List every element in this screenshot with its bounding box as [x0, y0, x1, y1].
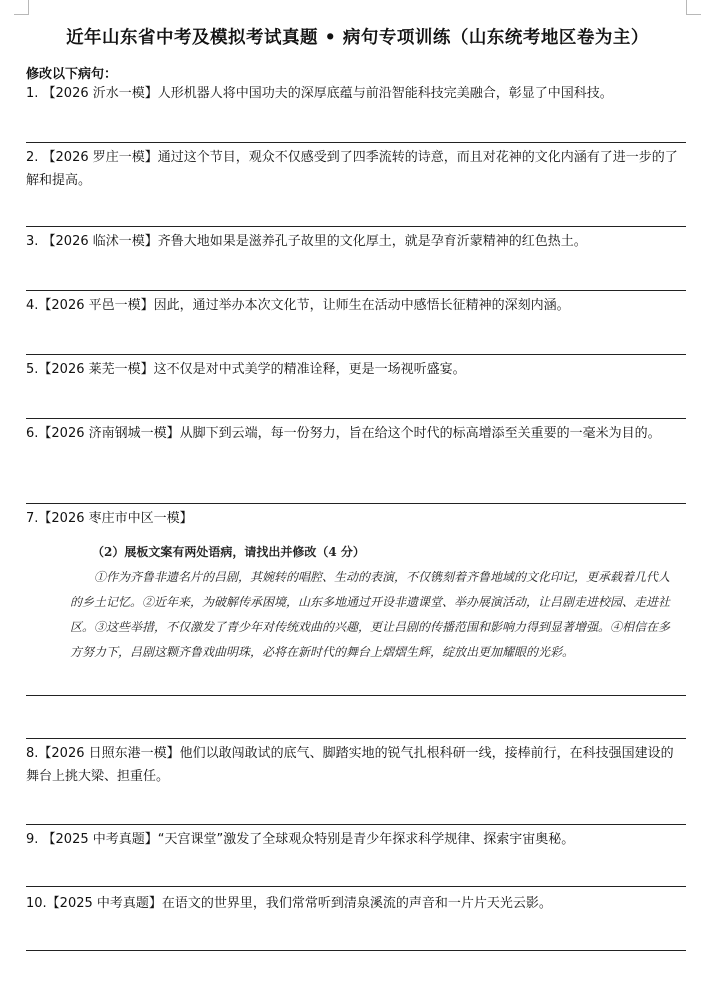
answer-line [26, 886, 686, 887]
answer-line [26, 695, 686, 696]
answer-line [26, 503, 686, 504]
question-1: 1. 【2026 沂水一模】人形机器人将中国功夫的深厚底蕴与前沿智能科技完美融合，彰显了中国科技。 [26, 86, 613, 101]
answer-line [26, 290, 686, 291]
excerpt-heading: （2）展板文案有两处语病，请找出并修改（4 分） [92, 545, 365, 559]
page-corner-mark [686, 0, 701, 15]
question-6: 6.【2026 济南钢城一模】从脚下到云端，每一份努力，旨在给这个时代的标高增添至关重要的一毫米为目的。 [26, 426, 661, 441]
document-title: 近年山东省中考及模拟考试真题 • 病句专项训练（山东统考地区卷为主） [66, 28, 649, 48]
question-2: 2. 【2026 罗庄一模】通过这个节目，观众不仅感受到了四季流转的诗意，而且对花神的文化内涵有了进一步的了解和提高。 [26, 150, 678, 188]
question-8: 8.【2026 日照东港一模】他们以敢闯敢试的底气、脚踏实地的锐气扎根科研一线，接棒前行，在科技强国建设的舞台上挑大梁、担重任。 [26, 746, 674, 784]
excerpt-body: ①作为齐鲁非遗名片的吕剧，其婉转的唱腔、生动的表演，不仅镌刻着齐鲁地域的文化印记，更承载着几代人的乡土记忆。②近年来，为破解传承困境，山东多地通过开设非遗课堂、举办展演活动，让吕剧走进校园、走进社区。③这些举措，不仅激发了青少年对传统戏曲的兴趣，更让吕剧的传播范围和影响力得到显著增强。④相信在多方努力下，吕剧这颗齐鲁戏曲明珠，必将在新时代的舞台上熠熠生辉，绽放出更加耀眼的光彩。 [70, 570, 671, 659]
answer-line [26, 824, 686, 825]
exam-excerpt [70, 540, 670, 665]
question-3: 3. 【2026 临沭一模】齐鲁大地如果是滋养孔子故里的文化厚土，就是孕育沂蒙精神的红色热土。 [26, 234, 587, 249]
page-corner-mark [14, 0, 29, 15]
question-4: 4.【2026 平邑一模】因此，通过举办本次文化节，让师生在活动中感悟长征精神的深刻内涵。 [26, 298, 570, 313]
answer-line [26, 354, 686, 355]
answer-line [26, 142, 686, 143]
answer-line [26, 950, 686, 951]
question-7: 7.【2026 枣庄市中区一模】 [26, 511, 193, 526]
question-9: 9. 【2025 中考真题】“天宫课堂”激发了全球观众特别是青少年探求科学规律、探索宇宙奥秘。 [26, 832, 575, 847]
question-5: 5.【2026 莱芜一模】这不仅是对中式美学的精准诠释，更是一场视听盛宴。 [26, 362, 466, 377]
answer-line [26, 226, 686, 227]
answer-line [26, 738, 686, 739]
answer-line [26, 418, 686, 419]
question-10: 10.【2025 中考真题】在语文的世界里，我们常常听到清泉溪流的声音和一片片天光云影。 [26, 896, 552, 911]
instruction-heading: 修改以下病句： [26, 67, 118, 82]
